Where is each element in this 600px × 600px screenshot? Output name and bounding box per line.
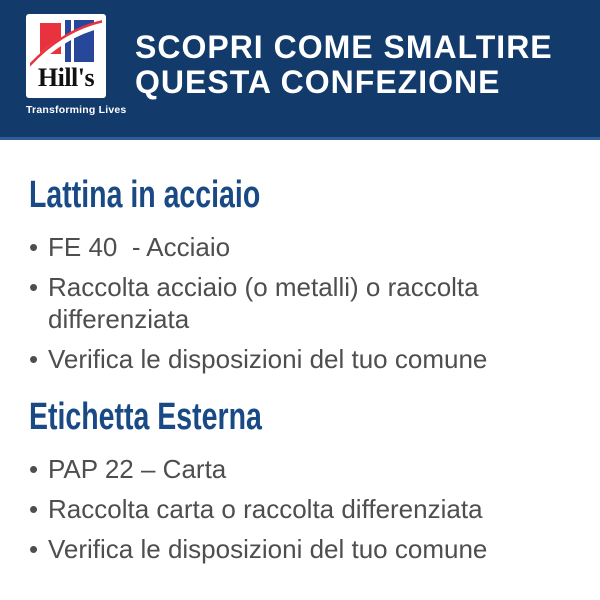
hills-emblem-icon [30,18,102,68]
bullet-item: • Verifica le disposizioni del tuo comune [29,343,563,375]
page-title-line-1: SCOPRI COME SMALTIRE [135,29,553,65]
content-area [0,140,600,565]
hills-logo-box [26,14,106,98]
header-banner [0,0,600,140]
section-steel-can [29,175,572,375]
section-heading-outer-label: Etichetta Esterna [29,396,262,438]
bullet-list-steel-can [29,231,572,375]
page-title [135,30,553,100]
bullet-list-outer-label [29,453,572,565]
bullet-item: • Raccolta acciaio (o metalli) o raccolta differenziata [29,271,563,335]
bullet-item: • Raccolta carta o raccolta differenziata [29,493,563,525]
page-title-line-2: QUESTA CONFEZIONE [135,64,501,100]
hills-logo-wordmark: Hill's [37,63,95,92]
section-heading-steel-can: Lattina in acciaio [29,174,261,216]
bullet-item: • PAP 22 – Carta [29,453,563,485]
brand-tagline: Transforming Lives [26,104,127,116]
section-outer-label [29,397,572,565]
bullet-item: • Verifica le disposizioni del tuo comune [29,533,563,565]
hills-logo [26,14,127,116]
bullet-item: • FE 40 - Acciaio [29,231,563,263]
